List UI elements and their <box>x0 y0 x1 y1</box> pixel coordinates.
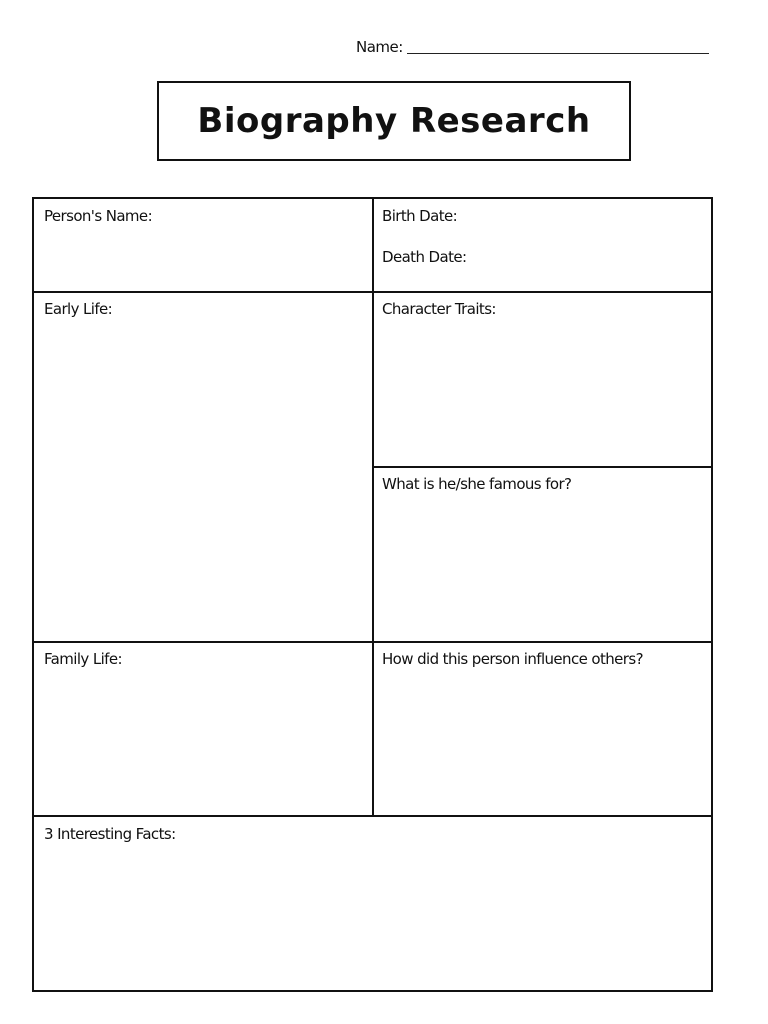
dates-cell[interactable] <box>374 199 711 291</box>
early-life-cell[interactable] <box>34 293 372 641</box>
family-life-cell[interactable] <box>34 643 372 815</box>
page-title: Biography Research <box>197 101 591 141</box>
worksheet-grid <box>32 197 713 992</box>
name-blank-line[interactable] <box>407 53 709 54</box>
persons-name-cell[interactable] <box>34 199 372 291</box>
interesting-facts-cell[interactable] <box>34 817 711 990</box>
death-date-label: Death Date: <box>382 248 467 266</box>
famous-for-cell[interactable] <box>374 468 711 641</box>
name-label: Name: <box>356 38 403 56</box>
influence-label: How did this person influence others? <box>382 650 643 668</box>
character-traits-cell[interactable] <box>374 293 711 466</box>
family-life-label: Family Life: <box>44 650 122 668</box>
title-box <box>157 81 631 161</box>
influence-cell[interactable] <box>374 643 711 815</box>
famous-for-label: What is he/she famous for? <box>382 475 572 493</box>
birth-date-label: Birth Date: <box>382 207 458 225</box>
interesting-facts-label: 3 Interesting Facts: <box>44 825 176 843</box>
name-field[interactable] <box>356 38 709 56</box>
persons-name-label: Person's Name: <box>44 207 153 225</box>
character-traits-label: Character Traits: <box>382 300 496 318</box>
early-life-label: Early Life: <box>44 300 113 318</box>
